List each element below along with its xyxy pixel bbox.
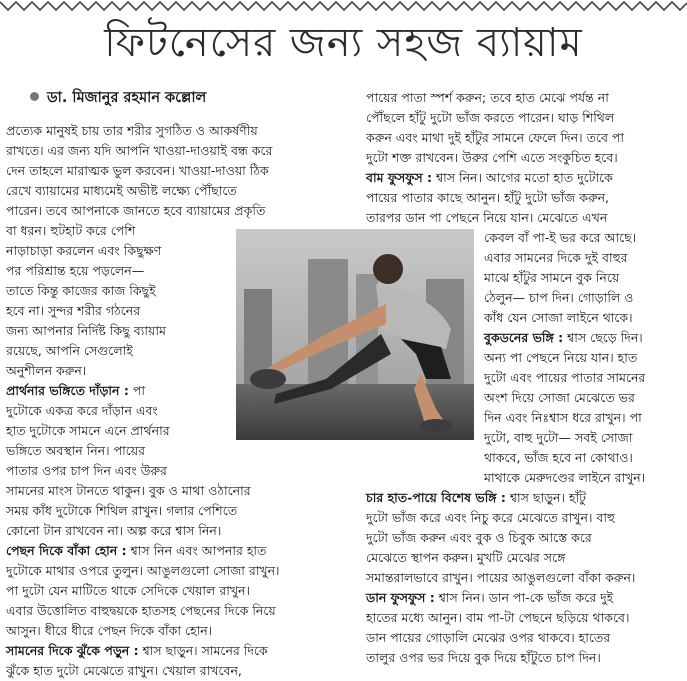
author-byline [30,88,206,108]
body-line: দিন এবং নিঃশ্বাস ধরে রাখুন। পা [484,410,642,425]
body-line: সমান্তরালভাবে রাখুন। পায়ের আঙুলগুলো বাঁকা করুন। [366,570,636,585]
body-line: দুটো, বাহু দুটো— সবই সোজা [484,430,633,445]
section-heading-pushup: বুকডনের ভঙ্গি : [484,330,564,345]
section-line [6,381,145,401]
body-line: দুটো এবং পায়ের পাতার সামনের [484,370,646,385]
body-line: তাতে কিন্তু কাজের কাজ কিছুই [6,283,156,298]
body-line: পর পরিশ্রান্ত হয়ে পড়লেন— [6,263,145,278]
body-line: সময় কাঁধ দুটোকে শিথিল রাখুন। গলার পেশিতে [6,503,238,518]
body-line: পা দুটো যেন মাটিতে থাকে সেদিকে খেয়াল রাখুন। [6,583,250,598]
body-line: প্রত্যেক মানুষই চায় তার শরীর সুগঠিত ও আকর্ষণীয় [6,123,258,138]
body-line: অনুশীলন করুন। [6,363,87,378]
body-line: পৌঁছলে হাঁটু দুটো ভাঁজ করতে পারেন। ঘাড় শিথিল [366,110,615,125]
body-line: পারেন। তবে আপনাকে জানতে হবে ব্যায়ামের প্রকৃতি [6,203,266,218]
body-line: এবার উত্তোলিত বাহুদ্বয়কে হাতসহ পেছনের দিকে নিয়ে [6,603,276,618]
body-line: দুটো ভাঁজ করে এবং নিচু করে মেঝেতে রাখুন। বাহু [366,510,615,525]
body-line: সামনের মাংস টানতে থাকুন। বুক ও মাথা ওঠানোর [6,483,251,498]
body-line: রেখে ব্যায়ামের মাধ্যমেই অভীষ্ট লক্ষ্যে পৌঁছাতে [6,183,237,198]
section-heading-four-limb: চার হাত-পায়ে বিশেষ ভঙ্গি : [366,490,506,505]
body-text: পা [132,383,145,398]
body-line: দুটো শক্ত রাখবেন। উরুর পেশি এতে সংকুচিত হবে। [366,150,618,165]
body-line: তারপর ডান পা পেছনে নিয়ে যান। মেঝেতে এখন [366,210,608,225]
body-text: শ্বাস নিন। ডান পা-কে ভাঁজ করে দুই [438,590,614,605]
body-line: অংশ দিয়ে সোজা মেঝেতে ভর [484,390,635,405]
section-heading-backbend: পেছন দিকে বাঁকা হোন : [6,543,127,558]
section-line [366,168,613,188]
body-line: হাতের মধ্যে আনুন। বাম পা-টা পেছনে ছড়িয়ে থাকবে। [366,610,630,625]
body-line: করুন এবং মাথা দুই হাঁটুর সামনে ফেলে দিন। তবে পা [366,130,625,145]
body-line: দুটোকে মাথার ওপরে তুলুন। আঙুলগুলো সোজা রাখুন। [6,563,280,578]
body-line: মাথাকে মেরুদণ্ডের লাইনে রাখুন। [484,470,646,485]
body-line: দুটোকে একত্র করে দাঁড়ান এবং [6,403,158,418]
body-line: ঠেলুন— চাপ দিন। গোড়ালি ও [484,290,634,305]
section-heading-forward-bend: সামনের দিকে ঝুঁকে পড়ুন : [6,643,139,658]
author-name: ডা. মিজানুর রহমান কল্লোল [47,90,207,106]
body-line: পায়ের পাতা স্পর্শ করুন; তবে হাত মেঝে পর্যন্ত না [366,90,609,105]
body-line: কোনো টান রাখবেন না। অল্প করে শ্বাস নিন। [6,523,222,538]
body-line: পায়ের পাতার কাছে আনুন। হাঁটু দুটো ভাঁজ করুন, [366,190,610,205]
section-heading-left-lunge: বাম ফুসফুস : [366,170,433,185]
zigzag-border [0,0,687,12]
body-line: তালুর ওপর ভর দিয়ে বুক দিয়ে হাঁটুতে চাপ দিন। [366,650,601,665]
body-line: রাখতে। এর জন্য যদি আপনি খাওয়া-দাওয়াই বন্ধ করে [6,143,273,158]
body-line: অন্য পা পেছনে নিয়ে যান। হাত [484,350,638,365]
body-line: থাকবে, ভাঁজ হবে না কোথাও। [484,450,633,465]
body-line: বা ধরন। হুটহাট করে পেশি [6,223,136,238]
body-line: ঝুঁকে হাত দুটো মেঝেতে রাখুন। খেয়াল রাখবেন, [6,663,242,678]
body-line: ভঙ্গিতে অবস্থান নিন। পায়ের [6,443,145,458]
stretching-man-photo [236,229,474,440]
bullet-icon [30,92,39,101]
section-heading-right-lunge: ডান ফুসফুস : [366,590,435,605]
body-line: জন্য আপনার নির্দিষ্ট কিছু ব্যায়াম [6,323,166,338]
section-heading-prayer: প্রার্থনার ভঙ্গিতে দাঁড়ান : [6,383,129,398]
body-line: নাড়াচাড়া করলেন এবং কিছুক্ষণ [6,243,162,258]
body-line: কাঁধ যেন সোজা লাইনে থাকে। [484,310,633,325]
body-line: রয়েছে, আপনি সেগুলোই [6,343,133,358]
body-line: মাঝে হাঁটুর সামনে বুক নিয়ে [484,270,620,285]
body-line: মেঝেতে স্থাপন করুন। মুখটি মেঝের সঙ্গে [366,550,566,565]
section-line [6,641,268,661]
section-line [6,541,266,561]
body-line: হবে না। সুন্দর শরীর গঠনের [6,303,141,318]
section-line [366,588,613,608]
body-text: শ্বাস ছেড়ে দিন। [567,330,643,345]
body-line: হাত দুটোকে সামনে এনে প্রার্থনার [6,423,170,438]
body-line: দুটো ভাঁজ করুন এবং বুক ও চিবুক আস্তে করে [366,530,592,545]
body-line: ডান পায়ের গোড়ালি মেঝের ওপর থাকবে। হাতের [366,630,611,645]
article-title: ফিটনেসের জন্য সহজ ব্যায়াম [104,20,583,66]
body-line: দেন তাহলে মারাত্মক ভুল করবেন। খাওয়া-দাওয়া ঠিক [6,163,269,178]
section-line [484,328,643,348]
body-line: পাতার ওপর চাপ দিন এবং উরুর [6,463,167,478]
body-line: কেবল বাঁ পা-ই ভর করে আছে। [484,230,637,245]
body-text: শ্বাস ছাড়ুন। সামনের দিকে [142,643,268,658]
section-line [366,488,586,508]
body-text: শ্বাস ছাড়ুন। হাঁটু [509,490,586,505]
body-line: এবার সামনের দিকে দুই বাহুর [484,250,628,265]
body-text: শ্বাস নিন। আগের মতো হাত দুটোকে [436,170,613,185]
body-line: আসুন। ধীরে ধীরে পেছন দিকে বাঁকা হোন। [6,623,213,638]
body-text: শ্বাস নিন এবং আপনার হাত [130,543,267,558]
photo-illustration [236,229,474,440]
